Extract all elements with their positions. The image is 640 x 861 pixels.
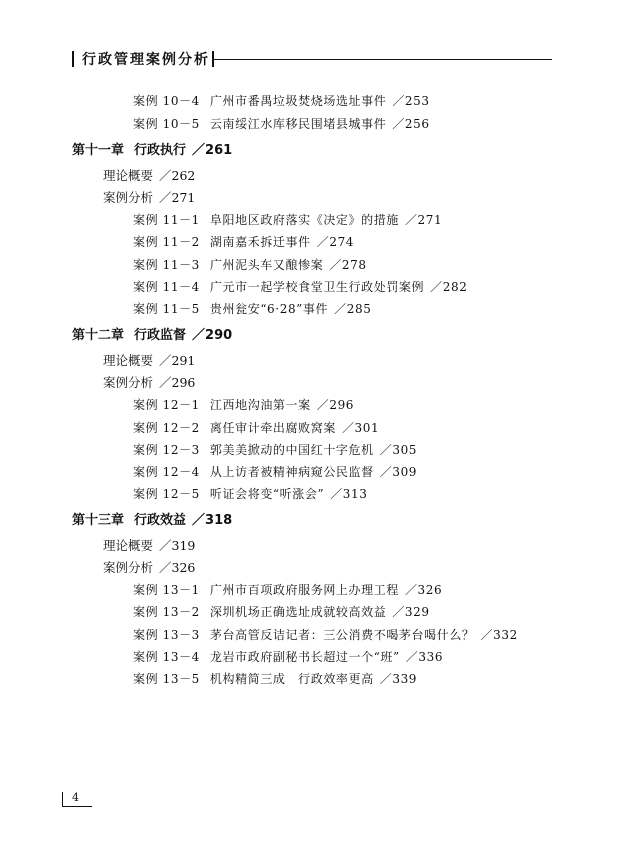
toc-entry-number: 第十三章: [72, 513, 125, 528]
toc-entry-number: 案例 11－3: [133, 258, 200, 272]
toc-entry-page: ／326: [159, 560, 196, 575]
toc-entry-page: ／305: [379, 443, 418, 457]
toc-entry-page: ／296: [316, 398, 355, 412]
toc-case-entry: [133, 420, 379, 436]
toc-entry-page: ／301: [341, 421, 380, 435]
toc-case-entry: [133, 671, 417, 687]
toc-entry-title: 广州市百项政府服务网上办理工程: [209, 583, 399, 597]
toc-entry-number: 案例 12－1: [133, 398, 200, 412]
toc-case-entry: [133, 397, 354, 413]
toc-entry-page: ／261: [192, 143, 233, 158]
toc-case-entry: [133, 93, 430, 109]
book-title: 行政管理案例分析: [82, 52, 210, 68]
toc-entry-page: ／309: [379, 465, 418, 479]
toc-entry-page: ／332: [480, 628, 518, 642]
toc-entry-title: 案例分析: [103, 375, 154, 390]
toc-section-entry: [103, 190, 195, 206]
toc-entry-page: ／271: [159, 190, 196, 205]
toc-entry-page: ／290: [192, 328, 233, 343]
toc-entry-number: 案例 12－4: [133, 465, 200, 479]
toc-entry-title: 广元市一起学校食堂卫生行政处罚案例: [209, 280, 425, 294]
toc-case-entry: [133, 257, 367, 273]
toc-section-entry: [103, 538, 195, 554]
toc-case-entry: [133, 234, 354, 250]
toc-entry-title: 案例分析: [103, 190, 154, 205]
toc-entry-title: 理论概要: [103, 168, 154, 183]
toc-entry-number: 案例 13－3: [133, 628, 200, 642]
toc-case-entry: [133, 486, 368, 502]
toc-entry-page: ／339: [379, 672, 418, 686]
toc-entry-title: 听证会将变“听涨会”: [209, 487, 325, 501]
toc-entry-number: 案例 11－5: [133, 302, 200, 316]
running-header: [72, 48, 552, 72]
toc-entry-title: 阜阳地区政府落实《决定》的措施: [209, 213, 399, 227]
toc-chapter-entry: [72, 513, 232, 529]
toc-entry-title: 深圳机场正确选址成就较高效益: [209, 605, 387, 619]
toc-entry-title: 湖南嘉禾拆迁事件: [209, 235, 311, 249]
toc-entry-page: ／318: [192, 513, 233, 528]
toc-entry-page: ／271: [404, 213, 443, 227]
toc-case-entry: [133, 279, 467, 295]
toc-entry-title: 从上访者被精神病窥公民监督: [209, 465, 374, 479]
toc-entry-number: 案例 10－4: [133, 94, 200, 108]
toc-entry-page: ／336: [405, 650, 444, 664]
toc-entry-title: 机构精简三成 行政效率更高: [209, 672, 374, 686]
toc-entry-page: ／256: [392, 117, 430, 131]
toc-entry-title: 理论概要: [103, 353, 154, 368]
footer-rule: [62, 806, 92, 807]
toc-entry-number: 案例 12－3: [133, 443, 200, 457]
toc-entry-number: 案例 11－2: [133, 235, 200, 249]
toc-entry-title: 行政执行: [134, 143, 187, 158]
toc-entry-page: ／313: [330, 487, 368, 501]
toc-case-entry: [133, 627, 518, 643]
toc-case-entry: [133, 116, 430, 132]
toc-section-entry: [103, 375, 195, 391]
toc-entry-number: 案例 11－4: [133, 280, 200, 294]
toc-case-entry: [133, 212, 442, 228]
header-left-bar: [72, 51, 74, 67]
toc-case-entry: [133, 649, 443, 665]
toc-chapter-entry: [72, 143, 232, 159]
toc-entry-page: ／291: [159, 353, 196, 368]
toc-entry-page: ／262: [159, 168, 196, 183]
toc-entry-title: 龙岩市政府副秘书长超过一个“班”: [209, 650, 400, 664]
toc-entry-page: ／319: [159, 538, 196, 553]
toc-entry-title: 案例分析: [103, 560, 154, 575]
toc-entry-page: ／329: [392, 605, 430, 619]
toc-entry-title: 茅台高管反诘记者：三公消费不喝茅台喝什么？: [209, 628, 475, 642]
toc-entry-page: ／274: [316, 235, 355, 249]
toc-entry-number: 案例 10－5: [133, 117, 200, 131]
toc-entry-number: 案例 12－2: [133, 421, 200, 435]
toc-entry-page: ／253: [392, 94, 430, 108]
toc-entry-page: ／285: [334, 302, 372, 316]
toc-entry-page: ／296: [159, 375, 196, 390]
toc-case-entry: [133, 604, 430, 620]
toc-entry-title: 广州市番禺垃圾焚烧场选址事件: [209, 94, 387, 108]
toc-entry-title: 行政效益: [134, 513, 187, 528]
toc-chapter-entry: [72, 328, 232, 344]
toc-entry-title: 云南绥江水库移民围堵县城事件: [209, 117, 387, 131]
toc-section-entry: [103, 353, 195, 369]
page-number: 4: [72, 791, 79, 804]
toc-case-entry: [133, 464, 417, 480]
toc-case-entry: [133, 442, 417, 458]
toc-entry-page: ／326: [404, 583, 443, 597]
page-footer: [62, 792, 96, 808]
toc-entry-title: 行政监督: [134, 328, 187, 343]
toc-entry-number: 案例 11－1: [133, 213, 200, 227]
toc-entry-title: 广州泥头车又酿惨案: [209, 258, 324, 272]
toc-entry-page: ／278: [329, 258, 367, 272]
footer-bar: [62, 792, 63, 806]
toc-entry-number: 案例 13－5: [133, 672, 200, 686]
toc-entry-number: 案例 13－1: [133, 583, 200, 597]
toc-case-entry: [133, 301, 371, 317]
toc-case-entry: [133, 582, 442, 598]
toc-entry-title: 贵州瓮安“6·28”事件: [209, 302, 329, 316]
toc-entry-number: 案例 13－2: [133, 605, 200, 619]
toc-entry-number: 第十一章: [72, 143, 125, 158]
toc-entry-number: 第十二章: [72, 328, 125, 343]
toc-entry-title: 江西地沟油第一案: [209, 398, 311, 412]
toc-entry-title: 理论概要: [103, 538, 154, 553]
toc-section-entry: [103, 560, 195, 576]
toc-section-entry: [103, 168, 195, 184]
toc-entry-number: 案例 12－5: [133, 487, 200, 501]
toc-entry-number: 案例 13－4: [133, 650, 200, 664]
toc-entry-title: 郭美美掀动的中国红十字危机: [209, 443, 374, 457]
header-rule: [214, 59, 552, 60]
toc-entry-title: 离任审计牵出腐败窝案: [209, 421, 336, 435]
toc-entry-page: ／282: [430, 280, 468, 294]
